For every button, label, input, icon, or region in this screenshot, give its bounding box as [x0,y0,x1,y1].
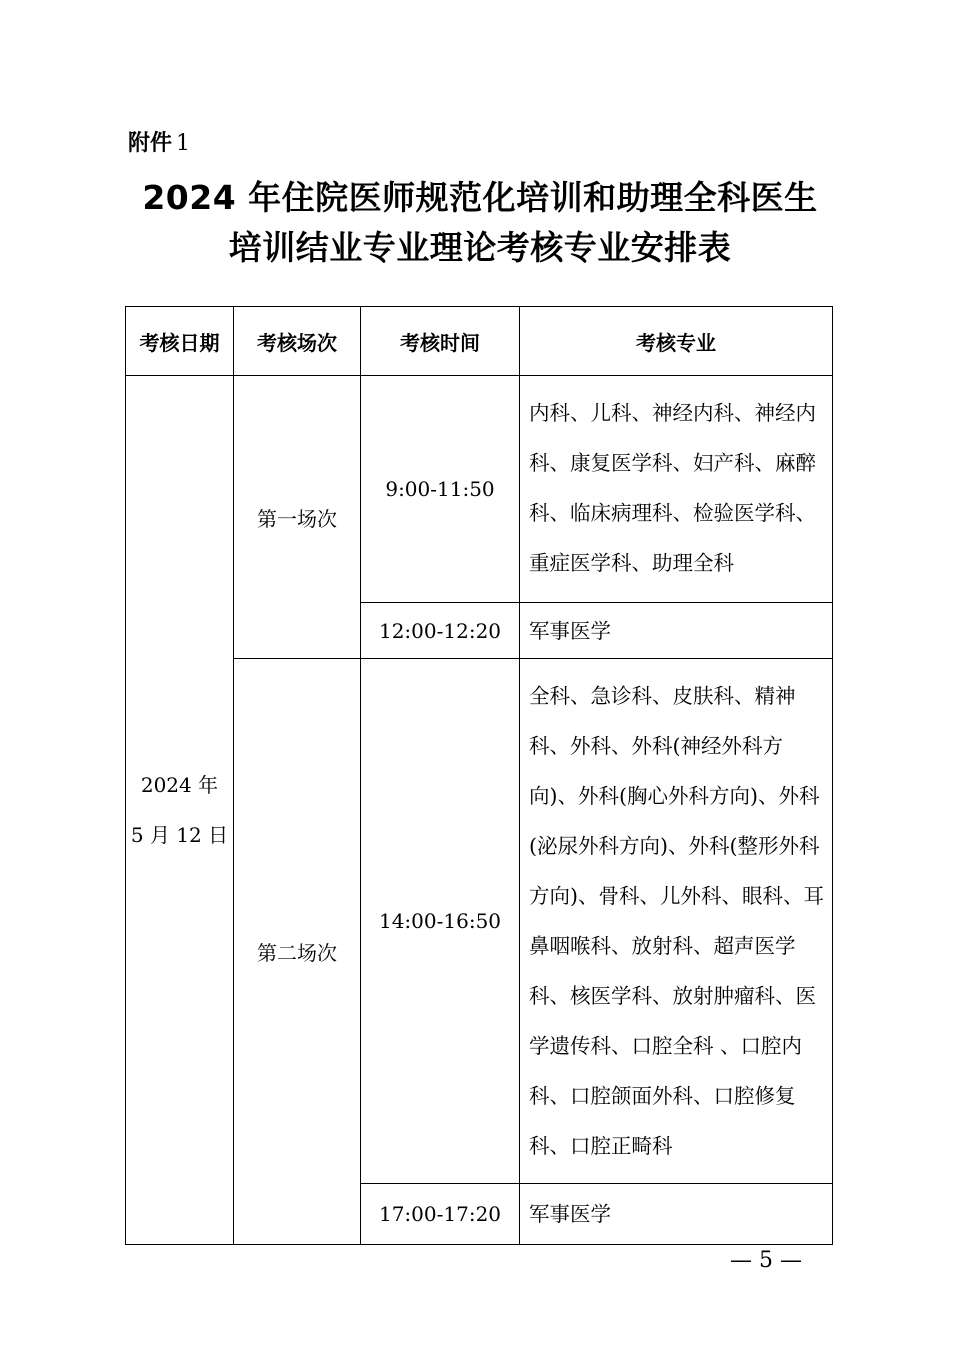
session-name-cell: 第二场次 [234,659,361,1245]
exam-time-cell: 17:00-17:20 [361,1184,520,1245]
exam-majors-cell: 全科、急诊科、皮肤科、精神科、外科、外科(神经外科方向)、外科(胸心外科方向)、外科(泌尿外科方向)、外科(整形外科方向)、骨科、儿外科、眼科、耳鼻咽喉科、放射科、超声医学科、核医学科、放射肿瘤科、医学遗传科、口腔全科 、口腔内科、口腔颌面外科、口腔修复科、口腔正畸科 [520,659,833,1184]
attachment-label [128,126,190,157]
exam-time-cell: 14:00-16:50 [361,659,520,1184]
exam-date-cell [126,376,234,1245]
column-header-major: 考核专业 [520,307,833,376]
attachment-number: 1 [176,131,191,156]
exam-majors-cell: 内科、儿科、神经内科、神经内科、康复医学科、妇产科、麻醉科、临床病理科、检验医学科、重症医学科、助理全科 [520,376,833,603]
column-header-session: 考核场次 [234,307,361,376]
session-name-cell: 第一场次 [234,376,361,659]
column-header-date: 考核日期 [126,307,234,376]
page-title-line1: 2024 年住院医师规范化培训和助理全科医生 [142,178,818,217]
exam-date-year: 2024 年 [140,773,219,797]
page-title-line2: 培训结业专业理论考核专业安排表 [228,228,732,267]
page-number: — 5 — [730,1248,802,1273]
column-header-time: 考核时间 [361,307,520,376]
exam-time-cell: 12:00-12:20 [361,603,520,659]
table-row [126,376,833,603]
schedule-table [125,306,833,1245]
table-header-row [126,307,833,376]
exam-majors-cell: 军事医学 [520,603,833,659]
exam-time-cell: 9:00-11:50 [361,376,520,603]
exam-majors-cell: 军事医学 [520,1184,833,1245]
attachment-label-text: 附件 [128,131,173,156]
exam-date-day: 5 月 12 日 [130,823,229,847]
